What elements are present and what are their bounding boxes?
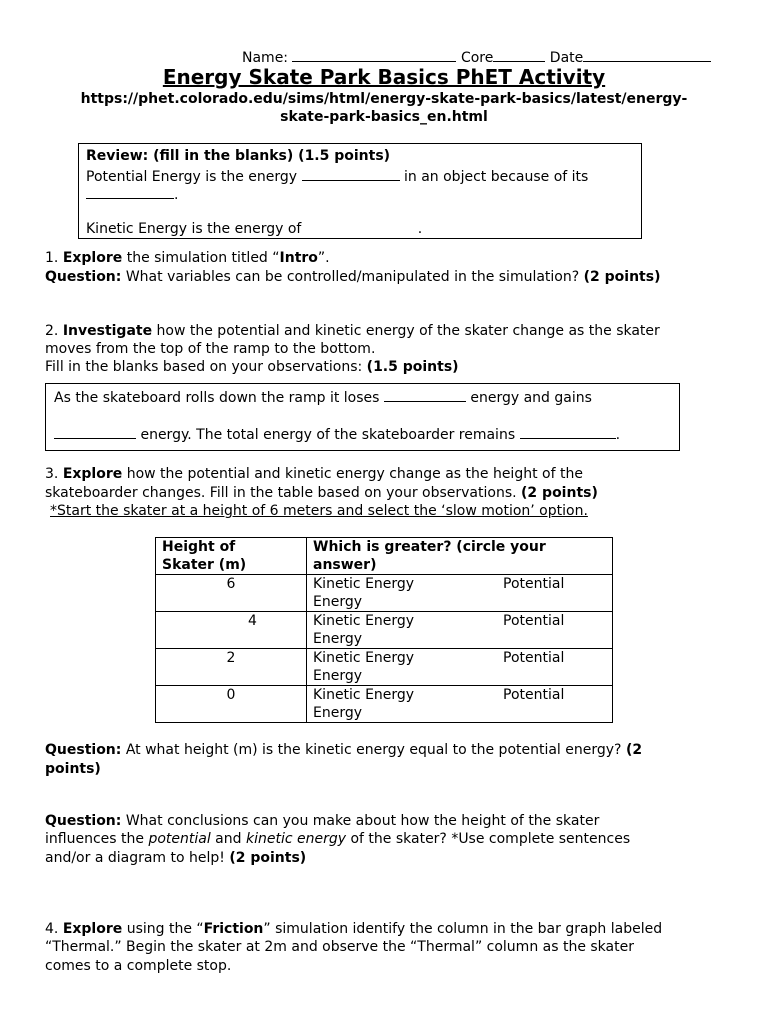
page-title: Energy Skate Park Basics PhET Activity <box>162 65 606 89</box>
col-height-header-2: Skater (m) <box>162 557 247 573</box>
q2-box-line-1 <box>54 387 592 407</box>
name-blank[interactable] <box>292 47 456 62</box>
answer-cell[interactable] <box>307 575 613 612</box>
q4-verb: Explore <box>62 921 123 937</box>
q1-num: 1. <box>45 250 59 266</box>
q3-line-1 <box>45 465 583 483</box>
url-line-2: skate-park-basics_en.html <box>280 109 488 125</box>
pe-option[interactable]: Potential <box>503 576 565 592</box>
q3-line-2 <box>45 484 598 502</box>
ke-option[interactable]: Kinetic Energy <box>313 650 415 666</box>
pe-blank-1[interactable] <box>302 166 400 181</box>
q2-box-text-b: energy and gains <box>470 390 592 406</box>
pe-option[interactable]: Potential <box>503 687 565 703</box>
q4-line-2: “Thermal.” Begin the skater at 2m and observe the “Thermal” column as the skater <box>45 939 634 955</box>
q-conclusion-line-2 <box>45 830 630 848</box>
core-label: Core <box>460 50 494 66</box>
pe-option-cont: Energy <box>313 594 363 610</box>
height-value: 4 <box>248 613 257 629</box>
q1-question <box>45 268 660 286</box>
col-height-header-1: Height of <box>162 539 236 555</box>
url-line-1: https://phet.colorado.edu/sims/html/energy-skate-park-basics/latest/energy- <box>80 91 688 107</box>
q4-friction: Friction <box>203 921 264 937</box>
q3-note: *Start the skater at a height of 6 meters and select the ‘slow motion’ option. <box>50 503 588 519</box>
q3-points: (2 points) <box>521 485 598 501</box>
col-greater-header <box>307 538 613 575</box>
review-period: . <box>174 187 179 203</box>
q4-text-a: using the “ <box>126 921 204 937</box>
q-equal-points-a: (2 <box>625 742 643 758</box>
pe-blank-2[interactable] <box>86 184 174 199</box>
pe-option[interactable]: Potential <box>503 613 565 629</box>
q-conclusion-line-3 <box>45 849 306 867</box>
q1-line <box>45 249 330 267</box>
col-greater-header-1: Which is greater? (circle your <box>313 539 546 555</box>
q1-verb: Explore <box>62 250 123 266</box>
q2-box-line-2 <box>54 424 620 444</box>
q-conclusion-text-b2: of the skater? *Use complete sentences <box>350 831 631 847</box>
q2-points: (1.5 points) <box>366 359 459 375</box>
name-label: Name: <box>242 50 289 66</box>
col-greater-header-2: answer) <box>313 557 377 573</box>
q-conclusion-potential: potential <box>148 831 211 847</box>
q2-blank-2[interactable] <box>54 424 136 439</box>
pe-option[interactable]: Potential <box>503 650 565 666</box>
q2-box-text-a: As the skateboard rolls down the ramp it loses <box>54 390 380 406</box>
height-cell: 2 <box>156 649 307 686</box>
q2-blank-3[interactable] <box>520 424 616 439</box>
q1-text-b: ”. <box>317 250 330 266</box>
core-blank[interactable] <box>493 47 545 62</box>
pe-option-cont: Energy <box>313 705 363 721</box>
review-ke-text: Kinetic Energy is the energy of <box>86 221 302 237</box>
q-equal-label: Question: <box>45 742 122 758</box>
q3-num: 3. <box>45 466 59 482</box>
date-label: Date <box>549 50 584 66</box>
answer-cell[interactable] <box>307 649 613 686</box>
q-equal-text: At what height (m) is the kinetic energy equal to the potential energy? <box>125 742 622 758</box>
table-row <box>156 686 613 723</box>
q-conclusion-text-c: and/or a diagram to help! <box>45 850 225 866</box>
q2-num: 2. <box>45 323 59 339</box>
review-pe-text-a: Potential Energy is the energy <box>86 169 298 185</box>
q-conclusion-line-1 <box>45 812 599 830</box>
q2-text-3: Fill in the blanks based on your observations: <box>45 359 363 375</box>
q2-box-period: . <box>615 427 621 443</box>
q-conclusion-label: Question: <box>45 813 122 829</box>
ke-option[interactable]: Kinetic Energy <box>313 687 415 703</box>
q2-line-1 <box>45 322 660 340</box>
q1-question-label: Question: <box>45 269 122 285</box>
pe-option-cont: Energy <box>313 668 363 684</box>
q-conclusion-kinetic: kinetic energy <box>245 831 347 847</box>
q1-points: (2 points) <box>583 269 661 285</box>
q-conclusion-text-a: What conclusions can you make about how the height of the skater <box>125 813 600 829</box>
ke-option[interactable]: Kinetic Energy <box>313 613 415 629</box>
review-pe-line-2 <box>86 184 178 204</box>
answer-cell[interactable] <box>307 612 613 649</box>
height-cell: 0 <box>156 686 307 723</box>
q2-verb: Investigate <box>62 323 153 339</box>
col-height-header <box>156 538 307 575</box>
q4-line-1 <box>45 920 662 938</box>
q2-blank-1[interactable] <box>384 387 466 402</box>
q2-line-2: moves from the top of the ramp to the bottom. <box>45 341 376 357</box>
energy-table <box>155 537 613 723</box>
q4-num: 4. <box>45 921 59 937</box>
table-row <box>156 575 613 612</box>
q2-box-text-c: energy. The total energy of the skateboarder remains <box>140 427 516 443</box>
pe-option-cont: Energy <box>313 631 363 647</box>
table-header-row <box>156 538 613 575</box>
q4-text-b: ” simulation identify the column in the bar graph labeled <box>263 921 663 937</box>
review-pe-line <box>86 166 588 186</box>
review-ke-period: . <box>417 221 423 237</box>
q-conclusion-points: (2 points) <box>229 850 307 866</box>
height-cell <box>156 612 307 649</box>
review-pe-text-b: in an object because of its <box>404 169 589 185</box>
review-ke-line <box>86 220 422 238</box>
answer-cell[interactable] <box>307 686 613 723</box>
q1-text-a: the simulation titled “ <box>126 250 280 266</box>
date-blank[interactable] <box>583 47 711 62</box>
q3-text-2: skateboarder changes. Fill in the table based on your observations. <box>45 485 517 501</box>
q3-verb: Explore <box>62 466 123 482</box>
q1-intro: Intro <box>279 250 318 266</box>
height-cell: 6 <box>156 575 307 612</box>
review-heading: Review: (fill in the blanks) (1.5 points) <box>86 148 391 164</box>
table-row <box>156 649 613 686</box>
q1-question-text: What variables can be controlled/manipulated in the simulation? <box>125 269 580 285</box>
table-row <box>156 612 613 649</box>
q-equal-line-1 <box>45 741 642 759</box>
q2-text-1: how the potential and kinetic energy of the skater change as the skater <box>156 323 660 339</box>
q2-line-3 <box>45 358 459 376</box>
ke-option[interactable]: Kinetic Energy <box>313 576 415 592</box>
q-conclusion-text-b1: influences the <box>45 831 144 847</box>
q3-text-1: how the potential and kinetic energy change as the height of the <box>126 466 583 482</box>
q4-line-3: comes to a complete stop. <box>45 958 232 974</box>
q-conclusion-and: and <box>215 831 242 847</box>
q-equal-points-b: points) <box>45 761 101 777</box>
